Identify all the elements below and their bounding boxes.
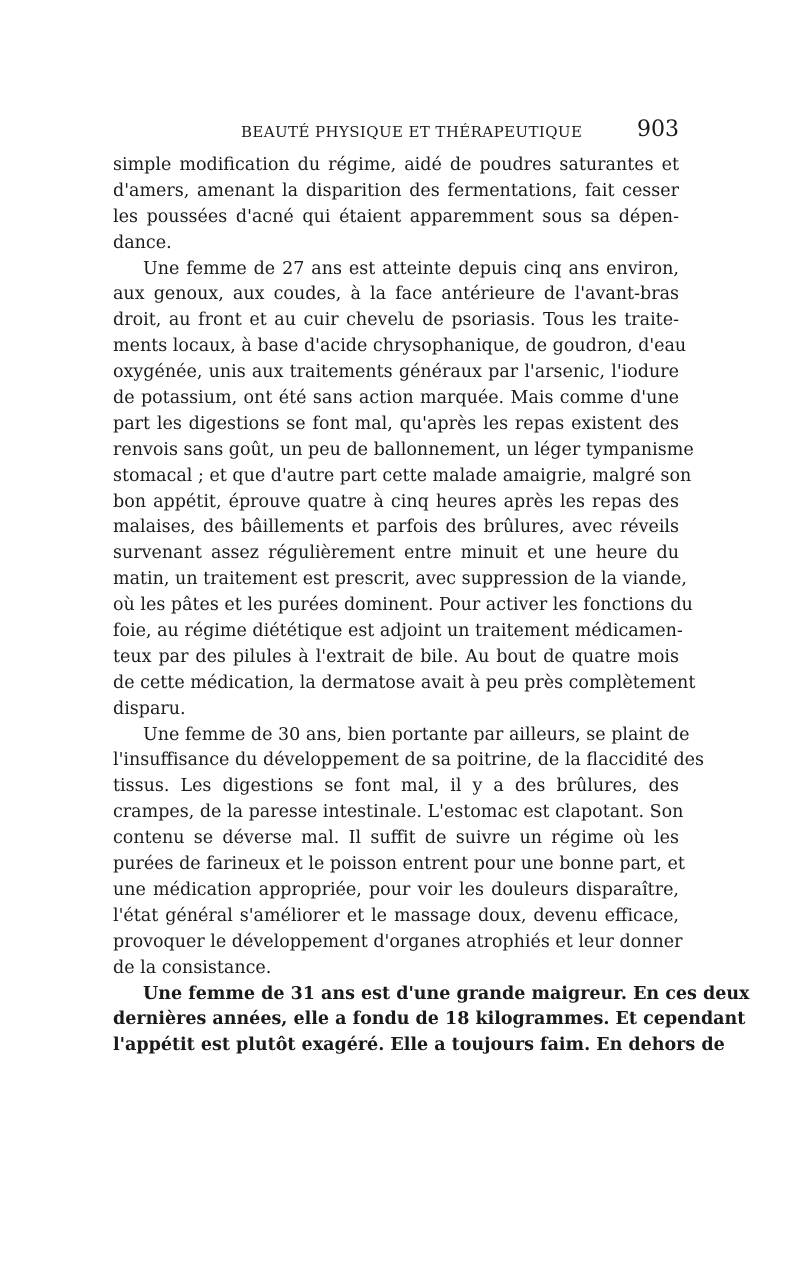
text-line: Une femme de 27 ans est atteinte depuis cinq ans environ, <box>143 258 679 279</box>
text-line: dance. <box>113 232 172 253</box>
text-line: de potassium, ont été sans action marquée. Mais comme d'une <box>113 388 679 409</box>
text-line: de la consistance. <box>113 957 272 978</box>
text-line: une médication appropriée, pour voir les douleurs disparaître, <box>113 879 679 900</box>
text-line: foie, au régime diététique est adjoint un traitement médicamen- <box>113 621 683 642</box>
text-line: d'amers, amenant la disparition des fermentations, fait cesser <box>113 180 679 201</box>
text-line: l'appétit est plutôt exagéré. Elle a toujours faim. En dehors de <box>113 1035 725 1056</box>
text-line: l'insuffisance du développement de sa poitrine, de la flaccidité des <box>113 750 705 771</box>
text-line: où les pâtes et les purées dominent. Pour activer les fonctions du <box>113 595 693 616</box>
body-text <box>113 153 750 1059</box>
text-line: crampes, de la paresse intestinale. L'estomac est clapotant. Son <box>113 802 684 823</box>
page-number: 903 <box>637 117 679 142</box>
text-line: tissus. Les digestions se font mal, il y a des brûlures, des <box>113 776 679 797</box>
text-line: oxygénée, unis aux traitements généraux par l'arsenic, l'iodure <box>113 362 679 383</box>
text-line: purées de farineux et le poisson entrent pour une bonne part, et <box>113 854 685 875</box>
text-line: part les digestions se font mal, qu'après les repas existent des <box>113 413 679 434</box>
text-line: survenant assez régulièrement entre minuit et une heure du <box>113 543 679 564</box>
text-line: Une femme de 30 ans, bien portante par ailleurs, se plaint de <box>143 724 690 745</box>
text-line: droit, au front et au cuir chevelu de psoriasis. Tous les traite- <box>113 310 679 331</box>
text-line: provoquer le développement d'organes atrophiés et leur donner <box>113 931 683 952</box>
text-line: les poussées d'acné qui étaient apparemment sous sa dépen- <box>113 206 679 227</box>
text-line: teux par des pilules à l'extrait de bile. Au bout de quatre mois <box>113 646 679 667</box>
text-line: malaises, des bâillements et parfois des brûlures, avec réveils <box>113 517 679 538</box>
text-line: stomacal ; et que d'autre part cette malade amaigrie, malgré son <box>113 465 692 486</box>
text-line: bon appétit, éprouve quatre à cinq heures après les repas des <box>113 491 679 512</box>
text-line: de cette médication, la dermatose avait à peu près complètement <box>113 672 696 693</box>
text-line: disparu. <box>113 698 186 719</box>
text-line: Une femme de 31 ans est d'une grande maigreur. En ces deux <box>143 983 750 1004</box>
text-line: l'état général s'améliorer et le massage doux, devenu efficace, <box>113 905 679 926</box>
text-line: dernières années, elle a fondu de 18 kilogrammes. Et cependant <box>113 1009 746 1030</box>
page-header <box>113 117 679 147</box>
text-line: simple modification du régime, aidé de poudres saturantes et <box>113 155 679 175</box>
text-line: contenu se déverse mal. Il suffit de suivre un régime où les <box>113 828 679 849</box>
text-line: renvois sans goût, un peu de ballonnement, un léger tympanisme <box>113 439 694 460</box>
running-head: BEAUTÉ PHYSIQUE ET THÉRAPEUTIQUE <box>241 123 583 141</box>
text-line: aux genoux, aux coudes, à la face antérieure de l'avant-bras <box>113 284 679 305</box>
text-line: matin, un traitement est prescrit, avec suppression de la viande, <box>113 569 687 590</box>
text-line: ments locaux, à base d'acide chrysophanique, de goudron, d'eau <box>113 336 687 357</box>
